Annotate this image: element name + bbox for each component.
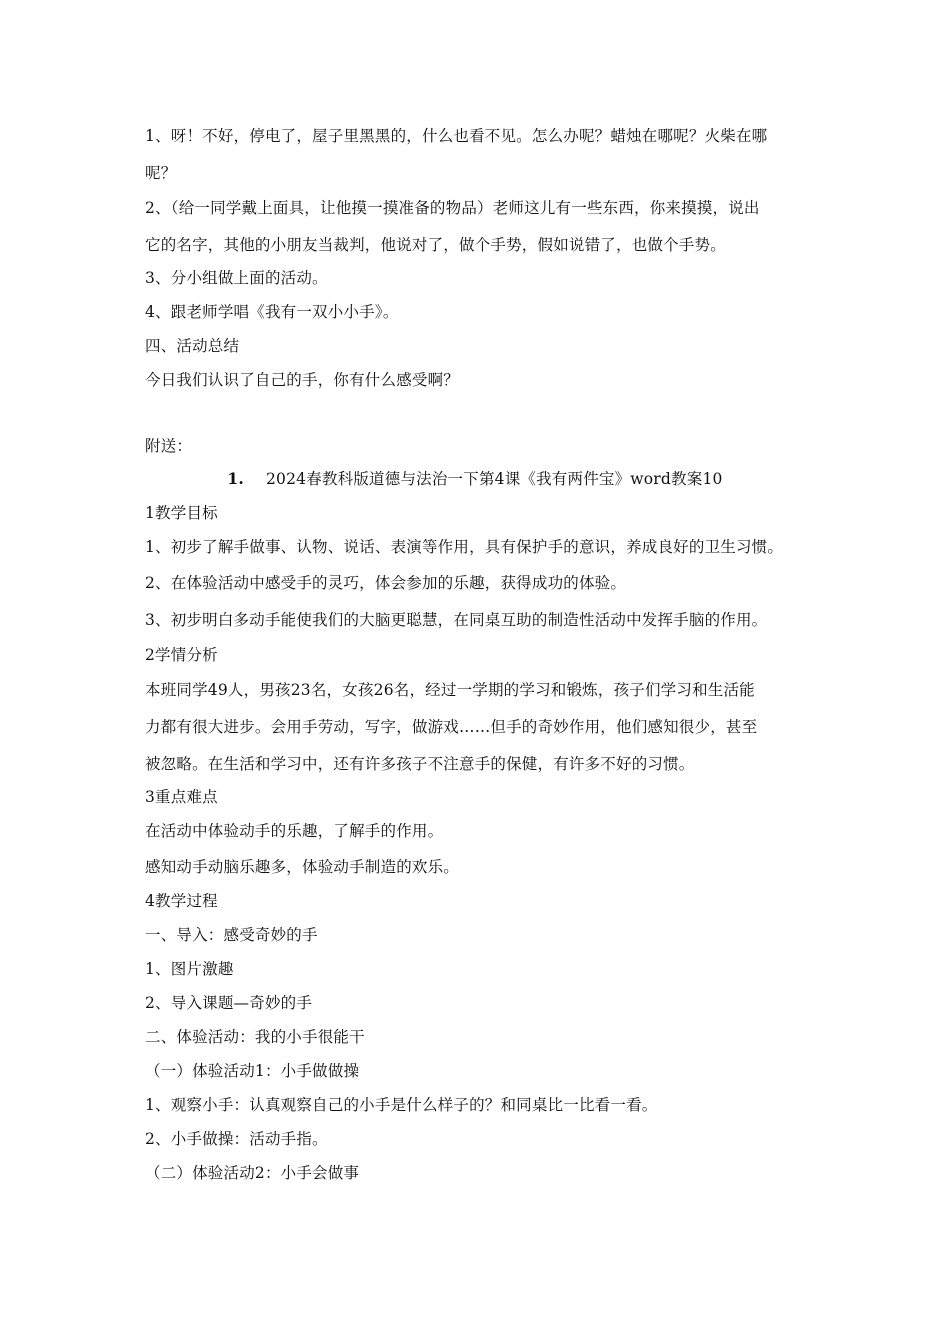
subsection-heading: 一、导入：感受奇妙的手 xyxy=(145,926,318,944)
paragraph-line: 呢？ xyxy=(145,164,177,182)
paragraph-line: 3、初步明白多动手能使我们的大脑更聪慧，在同桌互助的制造性活动中发挥手脑的作用。 xyxy=(145,611,768,629)
section-heading: 4教学过程 xyxy=(145,892,218,910)
paragraph-line: 2、在体验活动中感受手的灵巧，体会参加的乐趣，获得成功的体验。 xyxy=(145,574,627,592)
paragraph-line: 在活动中体验动手的乐趣，了解手的作用。 xyxy=(145,822,444,840)
paragraph-line: 力都有很大进步。会用手劳动，写字，做游戏……但手的奇妙作用，他们感知很少，甚至 xyxy=(145,718,758,736)
paragraph-line: 1、呀！不好，停电了，屋子里黑黑的，什么也看不见。怎么办呢？蜡烛在哪呢？火柴在哪 xyxy=(145,127,768,145)
section-heading: 3重点难点 xyxy=(145,788,218,806)
section-heading: 2学情分析 xyxy=(145,646,218,664)
paragraph-line: 本班同学49人，男孩23名，女孩26名，经过一学期的学习和锻炼，孩子们学习和生活能 xyxy=(145,681,755,699)
list-item: 2、小手做操：活动手指。 xyxy=(145,1130,328,1148)
activity-heading: （二）体验活动2：小手会做事 xyxy=(145,1164,360,1182)
paragraph-line: 3、分小组做上面的活动。 xyxy=(145,269,328,287)
list-item: 1、图片激趣 xyxy=(145,960,234,978)
paragraph-line: 今日我们认识了自己的手，你有什么感受啊？ xyxy=(145,371,460,389)
subsection-heading: 二、体验活动：我的小手很能干 xyxy=(145,1028,365,1046)
section-heading: 四、活动总结 xyxy=(145,337,240,355)
section-heading: 1教学目标 xyxy=(145,504,218,522)
paragraph-line: 1、初步了解手做事、认物、说话、表演等作用，具有保护手的意识，养成良好的卫生习惯。 xyxy=(145,538,784,556)
activity-heading: （一）体验活动1：小手做做操 xyxy=(145,1062,360,1080)
paragraph-line: 它的名字，其他的小朋友当裁判，他说对了，做个手势，假如说错了，也做个手势。 xyxy=(145,236,726,254)
title-number: 1. xyxy=(227,469,244,488)
title-text: 2024春教科版道德与法治一下第4课《我有两件宝》word教案10 xyxy=(266,470,723,488)
paragraph-line: 2、（给一同学戴上面具，让他摸一摸准备的物品）老师这儿有一些东西，你来摸摸，说出 xyxy=(145,199,760,217)
list-item: 2、导入课题—奇妙的手 xyxy=(145,994,313,1012)
attachment-title xyxy=(0,469,950,489)
list-item: 1、观察小手：认真观察自己的小手是什么样子的？和同桌比一比看一看。 xyxy=(145,1096,658,1114)
paragraph-line: 被忽略。在生活和学习中，还有许多孩子不注意手的保健，有许多不好的习惯。 xyxy=(145,755,695,773)
paragraph-line: 4、跟老师学唱《我有一双小小手》。 xyxy=(145,303,399,321)
paragraph-line: 感知动手动脑乐趣多，体验动手制造的欢乐。 xyxy=(145,858,460,876)
attachment-label: 附送： xyxy=(145,437,193,455)
